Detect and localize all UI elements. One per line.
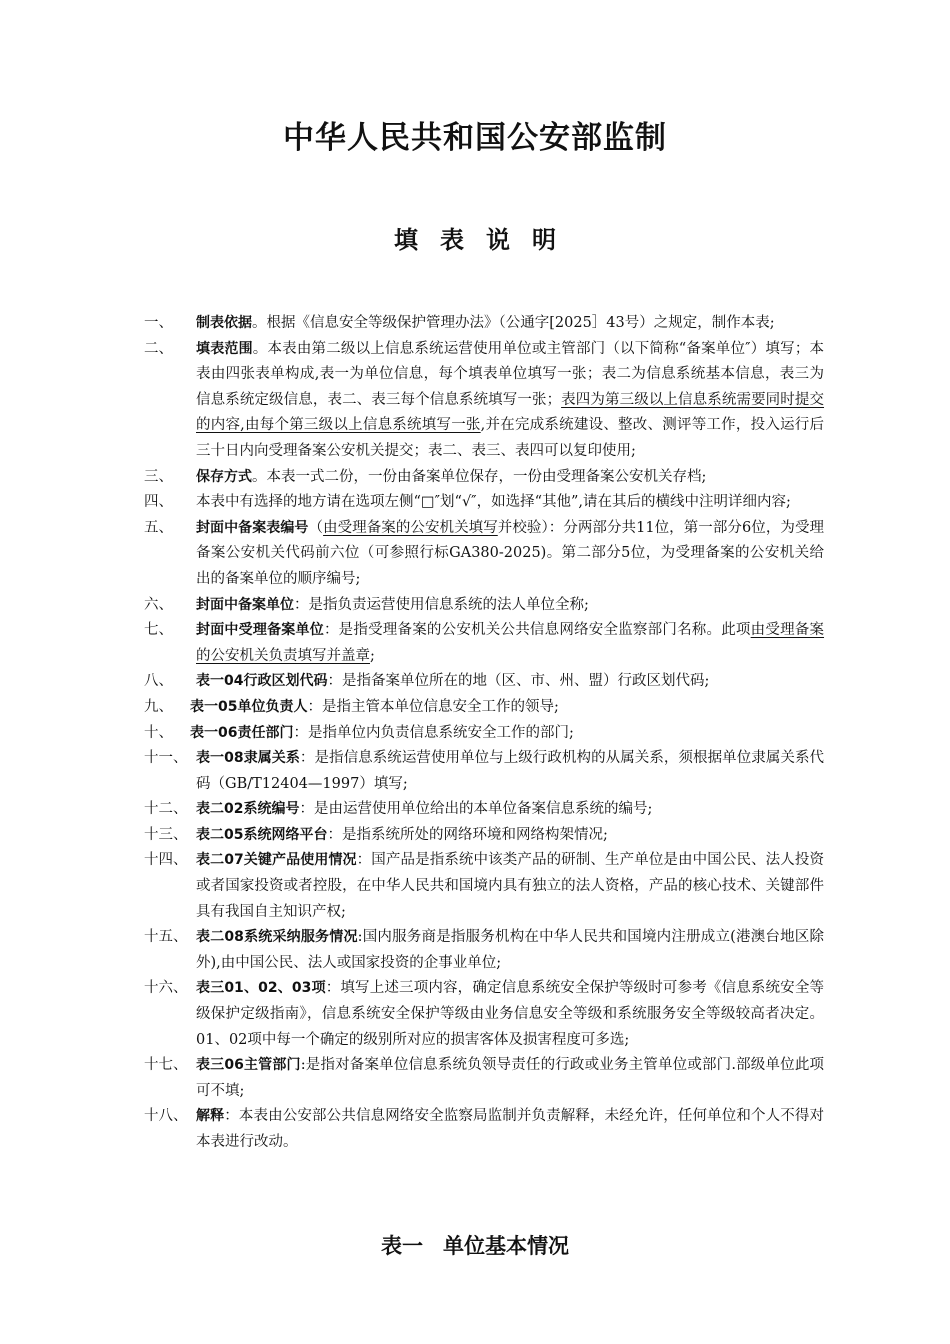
item-number: 一、 xyxy=(144,315,173,331)
item-text: :国内服务商是指服务机构在中华人民共和国境内注册成立(港澳台地区除外),由中国公民、法人或国家投资的企事业单位; xyxy=(196,929,824,971)
instruction-item-4 xyxy=(144,490,824,516)
item-body xyxy=(196,593,824,619)
instruction-item-13 xyxy=(144,823,824,849)
section-label: 表一 xyxy=(381,1234,423,1258)
item-text: 并校验）：分两部分共11位，第一部分6位，为受理备案公安机关代码前六位（可参照行标GA380-2025)。第二部分5位，为受理备案的公安机关给出的备案单位的顺序编号; xyxy=(196,519,825,587)
item-body xyxy=(196,848,824,925)
item-text: ,并在完成系统建设、整改、测评等工作，投入运行后三十日内向受理备案公安机关提交；表二、表三、表四可以复印使用; xyxy=(196,417,825,459)
item-body xyxy=(196,465,824,491)
item-text: 。本表一式二份，一份由备案单位保存，一份由受理备案公安机关存档; xyxy=(252,468,707,485)
item-number: 四、 xyxy=(144,494,173,511)
instruction-item-3 xyxy=(144,465,824,491)
item-text: ：本表由公安部公共信息网络安全监察局监制并负责解释，未经允许，任何单位和个人不得对本表进行改动。 xyxy=(196,1108,824,1150)
item-number: 十四、 xyxy=(144,852,188,869)
item-text: （ xyxy=(308,519,324,536)
item-text: 。根据《信息安全等级保护管理办法》（公通字[2025］43号）之规定，制作本表; xyxy=(252,315,775,331)
item-number: 八、 xyxy=(144,673,173,690)
section-title xyxy=(0,1230,950,1260)
item-number: 九、 xyxy=(144,698,173,715)
item-number: 十三、 xyxy=(144,826,188,843)
item-number: 十八、 xyxy=(144,1108,188,1125)
item-body xyxy=(196,976,824,1053)
instruction-item-14 xyxy=(144,848,824,925)
item-text: ：是指备案单位所在的地（区、市、州、盟）行政区划代码; xyxy=(327,673,710,690)
item-lead: 表三06主管部门 xyxy=(196,1057,301,1074)
instruction-item-15 xyxy=(144,925,824,976)
item-number: 十七、 xyxy=(144,1057,188,1074)
instructions-list xyxy=(144,311,824,1156)
item-lead: 表一05单位负责人 xyxy=(190,698,308,715)
item-body xyxy=(190,695,824,721)
item-number: 十五、 xyxy=(144,929,188,946)
item-lead: 填表范围 xyxy=(196,340,253,357)
item-text: ：是指受理备案的公安机关公共信息网络安全监察部门名称。此项 xyxy=(323,622,751,639)
item-body xyxy=(196,797,824,823)
item-text: :是指对备案单位信息系统负领导责任的行政或业务主管单位或部门.部级单位此项可不填; xyxy=(196,1057,825,1099)
item-body xyxy=(196,618,824,669)
item-text: ：是指主管本单位信息安全工作的领导; xyxy=(307,698,559,715)
item-body xyxy=(196,1053,824,1104)
instruction-item-9 xyxy=(144,695,824,721)
item-lead: 解释 xyxy=(196,1108,225,1125)
item-text: ：是指系统所处的网络环境和网络构架情况; xyxy=(327,826,608,843)
item-lead: 表二07关键产品使用情况 xyxy=(196,852,357,869)
instructions-title: 填表说明 xyxy=(394,225,578,254)
instruction-item-6 xyxy=(144,593,824,619)
instruction-item-12 xyxy=(144,797,824,823)
item-underlined-text: 表四为第三级以上信息系统需要同时提交的内容,由每个第三级以上信息系统填写一张 xyxy=(196,391,825,434)
item-body xyxy=(190,721,824,747)
instruction-item-10 xyxy=(144,721,824,747)
item-text: ：填写上述三项内容，确定信息系统安全保护等级时可参考《信息系统安全等级保护定级指南》，信息系统安全保护等级由业务信息安全等级和系统服务安全等级较高者决定。01、02项中每一个确定的级别所对应的损害客体及损害程度可多选; xyxy=(196,980,825,1048)
item-lead: 表一08隶属关系 xyxy=(196,750,300,767)
item-text: ; xyxy=(370,647,375,664)
instruction-item-8 xyxy=(144,669,824,695)
instruction-item-11 xyxy=(144,746,824,797)
item-number: 七、 xyxy=(144,622,173,639)
instruction-item-1 xyxy=(144,311,824,337)
instruction-item-17 xyxy=(144,1053,824,1104)
instruction-item-7 xyxy=(144,618,824,669)
item-lead: 封面中备案单位 xyxy=(196,596,294,613)
item-number: 十六、 xyxy=(144,980,188,997)
main-title: 中华人民共和国公安部监制 xyxy=(283,120,667,156)
item-number: 三、 xyxy=(144,468,173,485)
item-body xyxy=(196,925,824,976)
item-number: 十一、 xyxy=(144,750,188,767)
item-lead: 保存方式 xyxy=(196,468,252,485)
item-lead: 表一04行政区划代码 xyxy=(196,673,328,690)
item-lead: 封面中受理备案单位 xyxy=(196,622,324,639)
item-body xyxy=(196,337,824,465)
item-number: 五、 xyxy=(144,519,173,536)
item-lead: 表二05系统网络平台 xyxy=(196,826,328,843)
item-underlined-text: 由受理备案的公安机关负责填写并盖章 xyxy=(196,622,825,664)
item-text: ：是由运营使用单位给出的本单位备案信息系统的编号; xyxy=(299,801,653,818)
item-lead: 表二08系统采纳服务情况 xyxy=(196,929,358,946)
item-lead: 表二02系统编号 xyxy=(196,801,300,818)
item-number: 十二、 xyxy=(144,801,188,818)
item-text: ：是指信息系统运营使用单位与上级行政机构的从属关系，须根据单位隶属关系代码（GB/T12404—1997）填写; xyxy=(196,750,824,792)
instruction-item-5 xyxy=(144,516,824,593)
instruction-item-18 xyxy=(144,1104,824,1155)
item-body xyxy=(196,311,824,337)
instruction-item-2 xyxy=(144,337,824,465)
item-text: 本表中有选择的地方请在选项左侧“□″划“√″，如选择“其他”,请在其后的横线中注明详细内容; xyxy=(196,494,791,511)
item-lead: 制表依据 xyxy=(196,315,252,331)
item-underlined-text: 由受理备案的公安机关填写 xyxy=(323,519,498,536)
item-lead: 表一06责任部门 xyxy=(190,724,294,741)
item-text: ：国产品是指系统中该类产品的研制、生产单位是由中国公民、法人投资或者国家投资或者控股，在中华人民共和国境内具有独立的法人资格，产品的核心技术、关键部件具有我国自主知识产权; xyxy=(196,852,825,920)
item-text: ：是指单位内负责信息系统安全工作的部门; xyxy=(293,724,574,741)
section-heading: 单位基本情况 xyxy=(443,1234,569,1258)
item-text: 。本表由第二级以上信息系统运营使用单位或主管部门（以下简称“备案单位″）填写；本表由四张表单构成,表一为单位信息，每个填表单位填写一张；表二为信息系统基本信息，表三为信息系统定级信息，表二、表三每个信息系统填写一张； xyxy=(196,340,825,408)
item-number: 六、 xyxy=(144,596,173,613)
item-lead: 表三01、02、03项 xyxy=(196,980,326,997)
instruction-item-16 xyxy=(144,976,824,1053)
item-body xyxy=(196,490,824,516)
item-body xyxy=(196,746,824,797)
item-number: 二、 xyxy=(144,340,173,357)
item-body xyxy=(196,1104,824,1155)
item-body xyxy=(196,516,824,593)
item-body xyxy=(196,669,824,695)
item-lead: 封面中备案表编号 xyxy=(196,519,309,536)
item-body xyxy=(196,823,824,849)
item-number: 十、 xyxy=(144,724,173,741)
item-text: ：是指负责运营使用信息系统的法人单位全称; xyxy=(294,596,589,613)
